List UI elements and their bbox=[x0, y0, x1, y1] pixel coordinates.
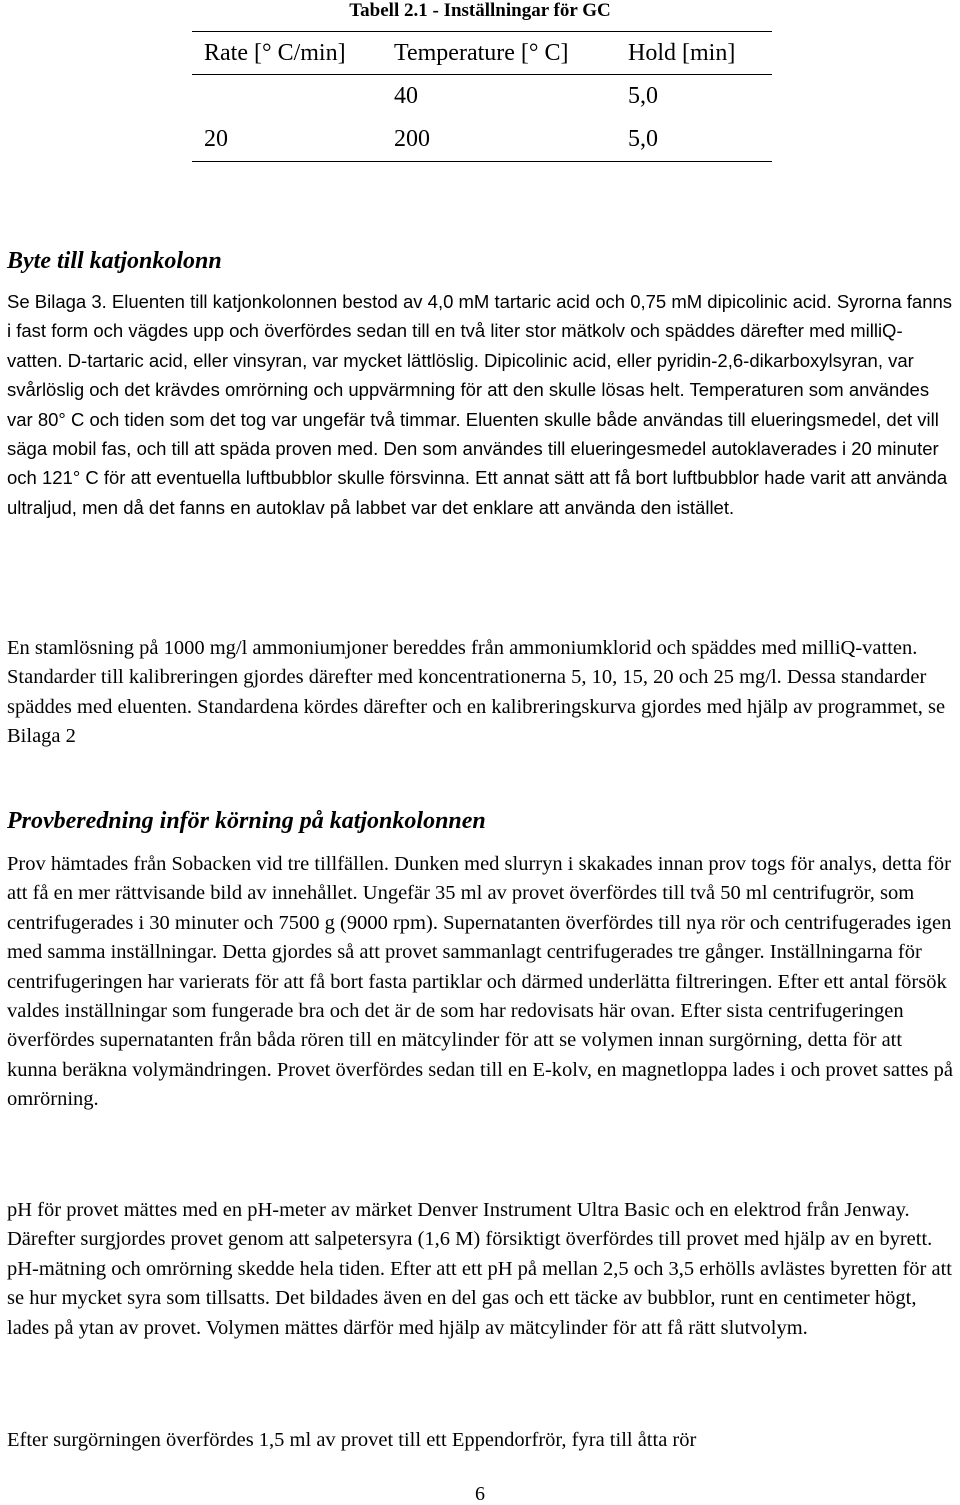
table-cell-temperature: 40 bbox=[394, 83, 418, 109]
table-cell-rate: 20 bbox=[192, 118, 382, 162]
table-header-row bbox=[192, 32, 772, 75]
table-row bbox=[192, 75, 772, 119]
paragraph-acidification: Efter surgörningen överfördes 1,5 ml av provet till ett Eppendorfrör, fyra till åtta rör bbox=[7, 1429, 697, 1451]
table-cell-temperature: 200 bbox=[382, 118, 616, 162]
paragraph-eluent: Se Bilaga 3. Eluenten till katjonkolonnen bestod av 4,0 mM tartaric acid och 0,75 mM dipicolinic acid. Syrorna fanns i fast form och vägdes upp och överfördes sedan till en två liter stor mätkolv och späddes därefter med milliQ-vatten. D-tartaric acid, eller vinsyran, var mycket lättlöslig. Dipicolinic acid, eller pyridin-2,6-dikarboxylsyran, var svårlöslig och det krävdes omrörning och uppvärmning för att den skulle lösas helt. Temperaturen som användes var 80° C och tiden som det tog var ungefär två timmar. Eluenten skulle både användas till elueringsmedel, det vill säga mobil fas, och till att späda proven med. Den som användes till elueringesmedel autoklaverades i 20 minuter och 121° C för att eventuella luftbubblor skulle försvinna. Ett annat sätt att få bort luftbubblor hade varit att använda ultraljud, men då det fanns en autoklav på labbet var det enklare att använda den istället. bbox=[7, 291, 953, 518]
section-heading-cation-column: Byte till katjonkolonn bbox=[7, 248, 222, 274]
table-row bbox=[192, 118, 772, 162]
gc-settings-table bbox=[192, 31, 772, 162]
column-header-temperature: Temperature [° C] bbox=[382, 32, 616, 75]
table-cell-rate bbox=[192, 75, 382, 119]
section-heading-sample-prep: Provberedning inför körning på katjonkolonnen bbox=[7, 808, 486, 834]
table-caption: Tabell 2.1 - Inställningar för GC bbox=[349, 0, 611, 21]
table-cell-hold: 5,0 bbox=[616, 118, 772, 162]
column-header-rate: Rate [° C/min] bbox=[192, 32, 382, 75]
paragraph-stock-solution: En stamlösning på 1000 mg/l ammoniumjoner bereddes från ammoniumklorid och späddes med milliQ-vatten. Standarder till kalibreringen gjordes därefter med koncentrationerna 5, 10, 15, 20 och 25 mg/l. Dessa standarder späddes med eluenten. Standardena kördes därefter och en kalibreringskurva gjordes med hjälp av programmet, se Bilaga 2 bbox=[7, 637, 946, 748]
paragraph-sample-collection: Prov hämtades från Sobacken vid tre tillfällen. Dunken med slurryn i skakades innan prov togs för analys, detta för att få en mer rättvisande bild av innehållet. Ungefär 35 ml av provet överfördes till två 50 ml centrifugrör, som centrifugerades i 30 minuter och 7500 g (9000 rpm). Supernatanten överfördes till nya rör och centrifugerades igen med samma inställningar. Detta gjordes så att provet sammanlagt centrifugerades tre gånger. Inställningarna för centrifugeringen har varierats för att få bort fasta partiklar och därmed underlätta filtreringen. Efter ett antal försök valdes inställningar som fungerade bra och det är de som har redovisats här ovan. Efter sista centrifugeringen överfördes supernatanten från båda rören till en mätcylinder för att se volymen innan surgörning, detta för att kunna beräkna volymändringen. Provet överfördes sedan till en E-kolv, en magnetloppa lades i och provet sattes på omrörning. bbox=[7, 853, 953, 1111]
table-cell-hold: 5,0 bbox=[628, 83, 658, 109]
page-number: 6 bbox=[475, 1483, 485, 1505]
column-header-hold: Hold [min] bbox=[616, 32, 772, 75]
paragraph-ph-measurement: pH för provet mättes med en pH-meter av märket Denver Instrument Ultra Basic och en elektrod från Jenway. Därefter surgjordes provet genom att salpetersyra (1,6 M) försiktigt överfördes till provet med hjälp av en byrett. pH-mätning och omrörning skedde hela tiden. Efter att ett pH på mellan 2,5 och 3,5 erhölls avlästes byretten för att se hur mycket syra som tillsatts. Det bildades även en del gas och ett täcke av bubblor, runt en centimeter högt, lades på ytan av provet. Volymen mättes därför med hjälp av mätcylinder för att få rätt slutvolym. bbox=[7, 1199, 953, 1339]
